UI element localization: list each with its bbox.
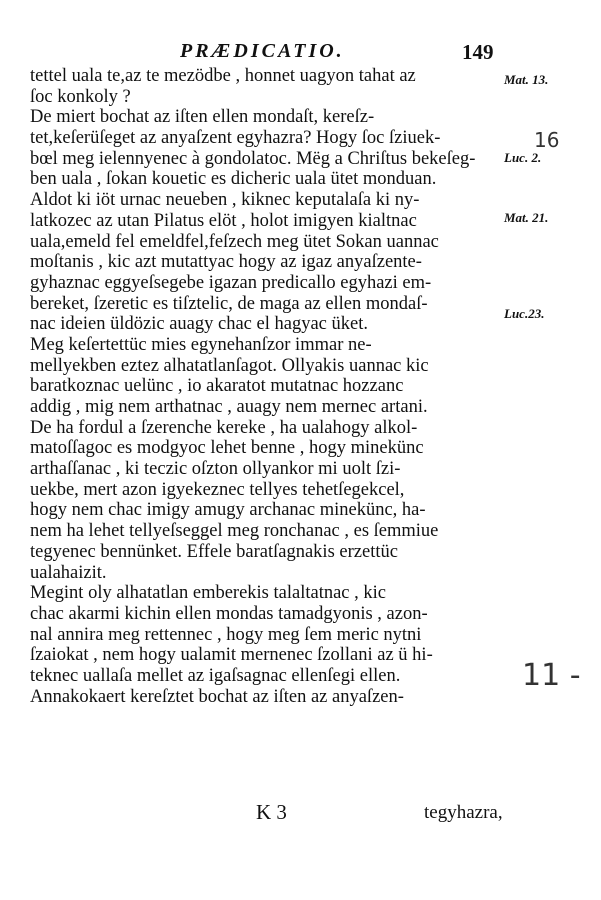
- text-line: mellyekben eztez alhatatlanſagot. Ollyakis uannac kic: [30, 355, 429, 376]
- page-number: 149: [462, 40, 494, 64]
- text-line: chac akarmi kichin ellen mondas tamadgyonis , azon-: [30, 603, 428, 624]
- text-line: moſtanis , kic azt mutattyac hogy az igaz anyaſzente-: [30, 252, 422, 273]
- text-line: teknec uallaſa mellet az igaſsagnac ellenſegi ellen.: [30, 665, 401, 686]
- running-title: PRÆDICATIO.: [180, 40, 345, 62]
- margin-note-mat21: Mat. 21.: [504, 210, 549, 225]
- text-line: gyhaznac eggyeſsegebe igazan predicallo egyhazi em-: [30, 272, 432, 293]
- text-line: arthaſſanac , ki teczic oſzton ollyankor mi uolt ſzi-: [30, 459, 401, 480]
- text-line: nal annira meg rettennec , hogy meg ſem meric nytni: [30, 624, 422, 645]
- text-line: tettel uala te,az te mezödbe , honnet uagyon tahat az: [30, 66, 416, 86]
- text-line: matoſſagoc es modgyoc lehet benne , hogy minekünc: [30, 438, 424, 459]
- text-line: ſzaiokat , nem hogy ualamit mernenec ſzollani az ü hi-: [30, 645, 433, 666]
- text-line: Annakokaert kereſztet bochat az iſten az anyaſzen-: [30, 686, 404, 707]
- text-line: addig , mig nem arthatnac , auagy nem mernec artani.: [30, 397, 428, 417]
- text-line: De miert bochat az iſten ellen mondaſt, kereſz-: [30, 107, 375, 128]
- text-line: bœl meg ielennyenec à gondolatoc. Mëg a Chriſtus bekeſeg-: [30, 148, 476, 169]
- text-line: Meg keſertettüc mies egynehanſzor immar ne-: [30, 334, 372, 355]
- margin-note-mat13: Mat. 13.: [504, 72, 549, 87]
- margin-note-luc2: Luc. 2.: [504, 150, 542, 165]
- text-line: hogy nem chac imigy amugy archanac minekünc, ha-: [30, 500, 426, 521]
- text-line: nem ha lehet tellyeſseggel meg ronchanac , es ſemmiue: [30, 521, 439, 542]
- text-line: De ha fordul a ſzerenche kereke , ha ualahogy alkol-: [30, 417, 418, 438]
- text-line: ualahaizit.: [30, 562, 107, 583]
- text-line: bereket, ſzeretic es tiſztelic, de maga az ellen mondaſ-: [30, 293, 428, 314]
- text-line: tegyenec bennünket. Effele baratſagnakis erzettüc: [30, 541, 398, 562]
- text-line: baratkoznac uelünc , io akaratot mutatnac hozzanc: [30, 376, 404, 397]
- text-line: uala,emeld fel emeldfel,feſzech meg ütet Sokan uannac: [30, 231, 439, 252]
- handwritten-mark-16: 16: [534, 128, 560, 152]
- text-line: nac ideien üldözic auagy chac el hagyac üket.: [30, 314, 368, 335]
- text-line: Aldot ki iöt urnac neueben , kiknec keputalaſa ki ny-: [30, 190, 420, 211]
- text-line: ben uala , ſokan kouetic es dicheric uala ütet monduan.: [30, 169, 437, 190]
- margin-note-luc23: Luc.23.: [504, 306, 545, 321]
- signature-mark: K 3: [256, 800, 287, 824]
- page-footer: [0, 800, 601, 830]
- text-line: uekbe, mert azon igyekeznec tellyes tehetſegekcel,: [30, 479, 405, 500]
- text-line: tet,keſerüſeget az anyaſzent egyhazra? Hogy ſoc ſziuek-: [30, 128, 441, 149]
- catchword: tegyhazra,: [424, 802, 503, 823]
- text-line: latkozec az utan Pilatus elöt , holot imigyen kialtnac: [30, 210, 417, 231]
- text-line: ſoc konkoly ?: [30, 86, 131, 107]
- handwritten-mark-11: 11 -: [522, 658, 581, 693]
- body-text: [30, 66, 498, 707]
- text-line: Megint oly alhatatlan emberekis talaltatnac , kic: [30, 583, 386, 604]
